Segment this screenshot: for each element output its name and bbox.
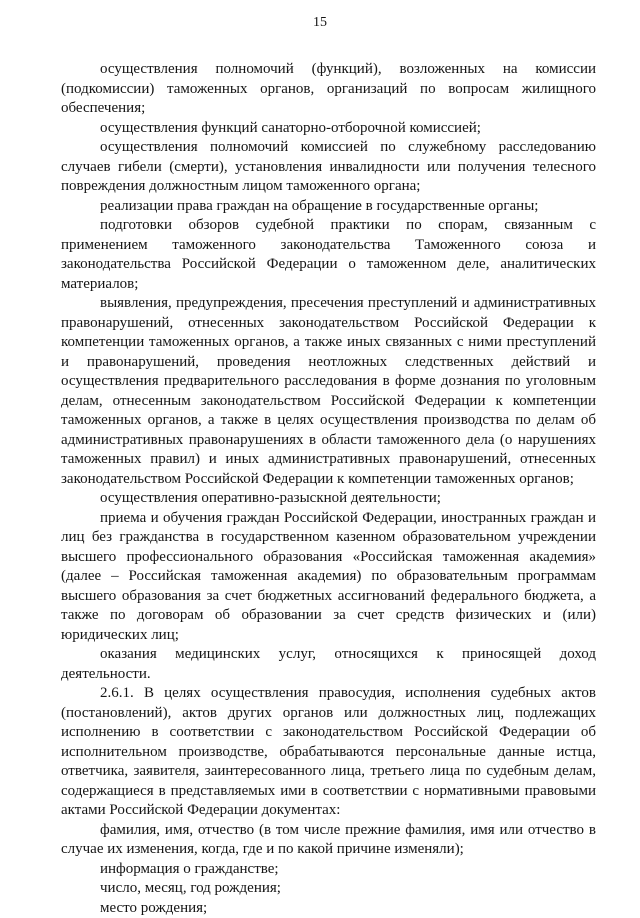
paragraph: фамилия, имя, отчество (в том числе прежние фамилия, имя или отчество в случае их изменения, когда, где и по какой причине изменяли); (61, 821, 596, 860)
paragraph: оказания медицинских услуг, относящихся к приносящей доход деятельности. (61, 645, 596, 684)
paragraph: информация о гражданстве; (61, 860, 596, 880)
paragraph: осуществления функций санаторно-отборочной комиссией; (61, 119, 596, 139)
paragraph: 2.6.1. В целях осуществления правосудия, исполнения судебных актов (постановлений), актов других органов или должностных лиц, подлежащих исполнению в соответствии с законодательством Российской Федерации об исполнительном производстве, обрабатываются персональные данные истца, ответчика, заявителя, заинтересованного лица, третьего лица по судебным делам, содержащиеся в представляемых ими в соответствии с нормативными правовыми актами Российской Федерации документах: (61, 684, 596, 821)
paragraph: подготовки обзоров судебной практики по спорам, связанным с применением таможенного законодательства Таможенного союза и законодательства Российской Федерации о таможенном деле, аналитических материалов; (61, 216, 596, 294)
paragraph: осуществления оперативно-разыскной деятельности; (61, 489, 596, 509)
paragraph: число, месяц, год рождения; (61, 879, 596, 899)
page-number: 15 (0, 15, 640, 31)
paragraph: осуществления полномочий комиссией по служебному расследованию случаев гибели (смерти), установления инвалидности или получения телесного повреждения должностным лицом таможенного органа; (61, 138, 596, 197)
paragraph: реализации права граждан на обращение в государственные органы; (61, 197, 596, 217)
paragraph: осуществления полномочий (функций), возложенных на комиссии (подкомиссии) таможенных органов, организаций по вопросам жилищного обеспечения; (61, 60, 596, 119)
paragraph: приема и обучения граждан Российской Федерации, иностранных граждан и лиц без гражданства в государственном казенном образовательном учреждении высшего профессионального образования «Российская таможенная академия» (далее – Российская таможенная академия) по образовательным программам высшего образования за счет бюджетных ассигнований федерального бюджета, а также по договорам об образовании за счет средств физических и (или) юридических лиц; (61, 509, 596, 646)
document-body (61, 60, 596, 918)
paragraph: место рождения; (61, 899, 596, 918)
paragraph: выявления, предупреждения, пресечения преступлений и административных правонарушений, отнесенных законодательством Российской Федерации к компетенции таможенных органов, а также иных связанных с ними преступлений и правонарушений, проведения неотложных следственных действий и осуществления предварительного расследования в форме дознания по уголовным делам, отнесенным законодательством Российской Федерации к компетенции таможенных органов, а также в целях осуществления производства по делам об административных правонарушениях в области таможенного дела (о нарушениях таможенных правил) и иных административных правонарушений, отнесенных законодательством Российской Федерации к компетенции таможенных органов; (61, 294, 596, 489)
